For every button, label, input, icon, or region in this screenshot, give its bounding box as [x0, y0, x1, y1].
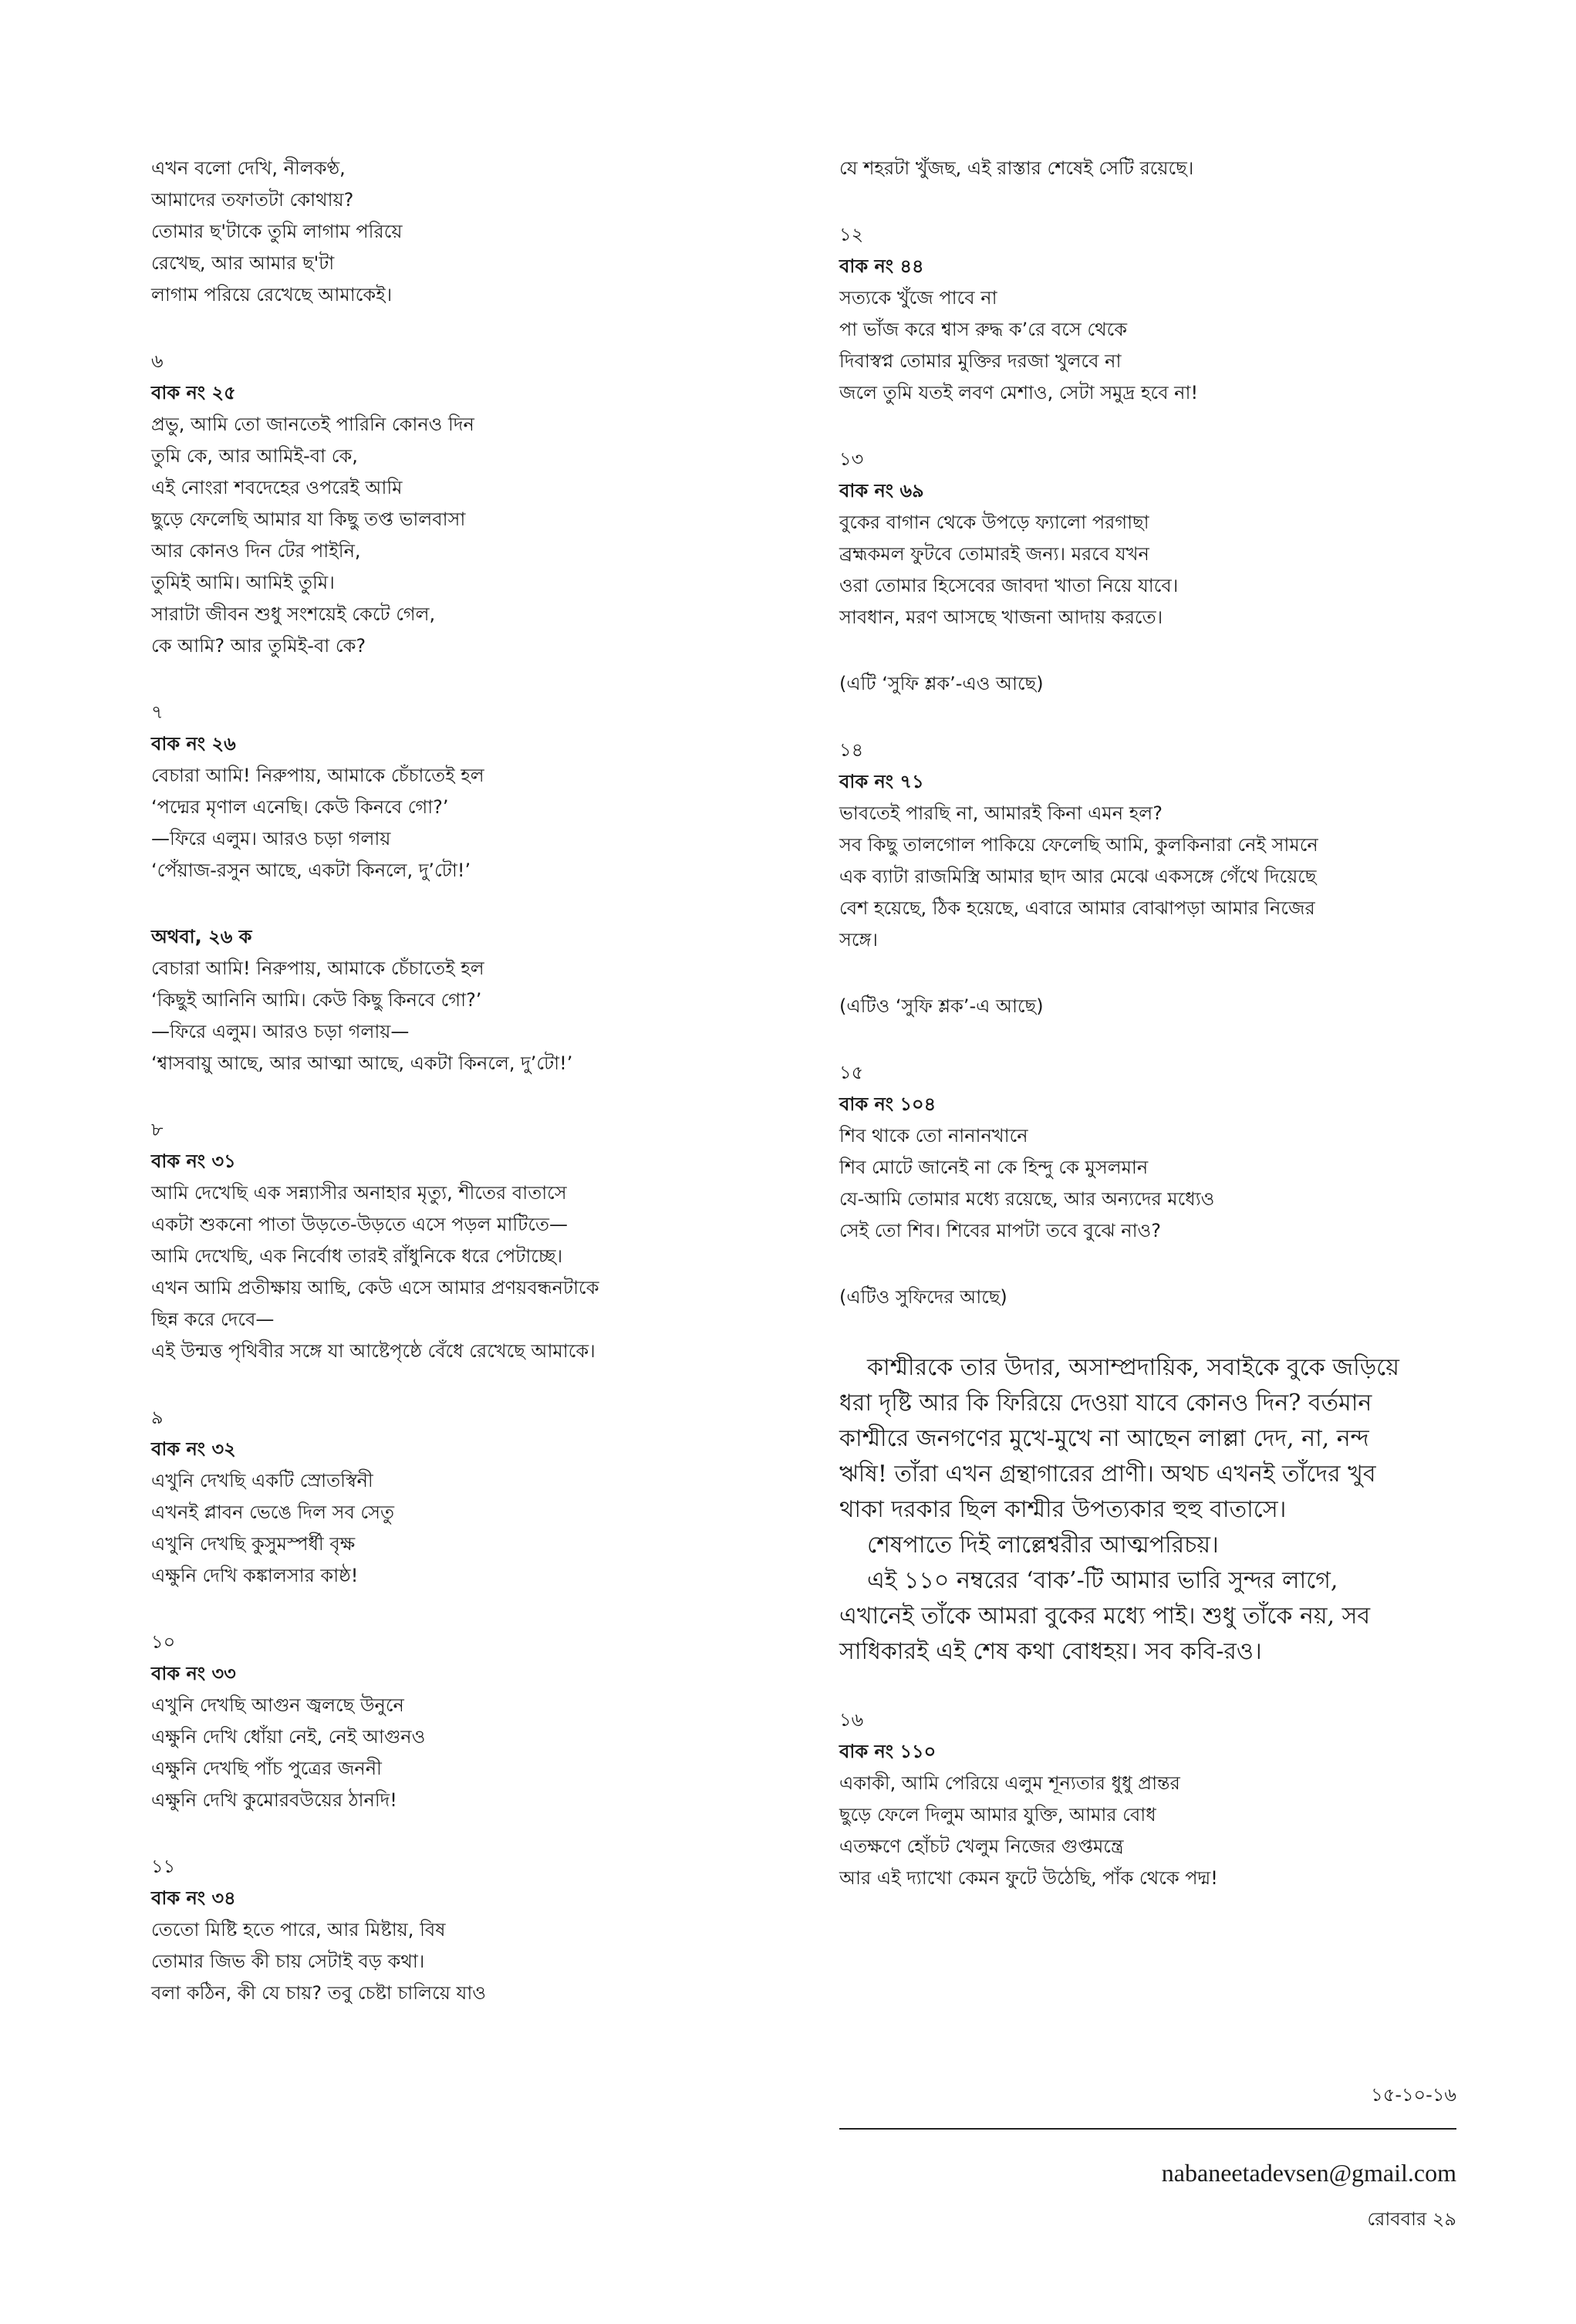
verse-line: বলা কঠিন, কী যে চায়? তবু চেষ্টা চালিয়ে যাও — [151, 1982, 486, 2004]
intro-line — [839, 153, 1456, 184]
verse-line: ভাবতেই পারছি না, আমারই কিনা এমন হল? — [839, 802, 1163, 824]
verse-line: প্রভু, আমি তো জানতেই পারিনি কোনও দিন — [151, 414, 474, 435]
commentary-line: ঋষি! তাঁরা এখন গ্রন্থাগারের প্রাণী। অথচ এখনই তাঁদের খুব — [839, 1461, 1376, 1488]
section-13 — [839, 444, 1456, 700]
verse-line: বেচারা আমি! নিরুপায়, আমাকে চেঁচাতেই হল — [151, 958, 484, 979]
commentary-line: এই ১১০ নম্বরের ‘বাক’-টি আমার ভারি সুন্দর লাগে, — [867, 1567, 1338, 1594]
source-note: (এটিও সুফিদের আছে) — [839, 1286, 1007, 1308]
commentary-paragraph — [839, 1350, 1456, 1670]
verse-line: তেতো মিষ্টি হতে পারে, আর মিষ্টায়, বিষ — [151, 1919, 446, 1941]
verse-line: আমাদের তফাতটা কোথায়? — [151, 189, 354, 211]
verse-lines — [151, 760, 791, 887]
verse-lines — [839, 798, 1456, 956]
verse-line: লাগাম পরিয়ে রেখেছে আমাকেই। — [151, 284, 393, 306]
verse-lines — [839, 507, 1456, 633]
section-number: ৬ — [151, 350, 164, 372]
commentary-line: থাকা দরকার ছিল কাশ্মীর উপত্যকার হুহু বাতাসে। — [839, 1496, 1287, 1523]
verse-line: একাকী, আমি পেরিয়ে এলুম শূন্যতার ধুধু প্রান্তর — [839, 1772, 1180, 1794]
section-heading: বাক নং ১১০ — [839, 1741, 936, 1762]
verse-line: শিব থাকে তো নানানখানে — [839, 1125, 1028, 1147]
verse-line: এখনই প্লাবন ভেঙে দিল সব সেতু — [151, 1501, 395, 1523]
section-heading: বাক নং ২৫ — [151, 382, 236, 404]
verse-line: ‘পদ্মের মৃণাল এনেছি। কেউ কিনবে গো?’ — [151, 796, 449, 818]
verse-line: সত্যকে খুঁজে পাবে না — [839, 287, 997, 309]
footer-divider — [839, 2128, 1456, 2130]
verse-line: শিব মোটে জানেই না কে হিন্দু কে মুসলমান — [839, 1157, 1149, 1178]
section-heading: বাক নং ৭১ — [839, 771, 924, 792]
verse-line: একটা শুকনো পাতা উড়তে-উড়তে এসে পড়ল মাটিতে— — [151, 1214, 569, 1235]
section-heading: বাক নং ৩৪ — [151, 1887, 236, 1909]
verse-line: তোমার জিভ কী চায় সেটাই বড় কথা। — [151, 1951, 425, 1972]
verse-line: আর কোনও দিন টের পাইনি, — [151, 540, 361, 562]
intro-stanza — [151, 153, 791, 311]
verse-line: জলে তুমি যতই লবণ মেশাও, সেটা সমুদ্র হবে না! — [839, 382, 1199, 404]
verse-line: বুকের বাগান থেকে উপড়ে ফ্যালো পরগাছা — [839, 512, 1149, 533]
commentary-line: কাশ্মীরে জনগণের মুখে-মুখে না আছেন লাল্লা দেদ, না, নন্দ — [839, 1425, 1369, 1452]
verse-line: ‘শ্বাসবায়ু আছে, আর আত্মা আছে, একটা কিনলে, দু’টো!’ — [151, 1052, 573, 1074]
verse-line: রেখেছ, আর আমার ছ'টা — [151, 252, 335, 274]
section-11 — [151, 1851, 791, 2009]
verse-line: তুমি কে, আর আমিই-বা কে, — [151, 445, 358, 467]
verse-line: ছুড়ে ফেলে দিলুম আমার যুক্তি, আমার বোধ — [839, 1804, 1156, 1826]
verse-line: সাবধান, মরণ আসছে খাজনা আদায় করতে। — [839, 606, 1163, 628]
verse-lines — [151, 1177, 791, 1367]
verse-line: ‘পেঁয়াজ-রসুন আছে, একটা কিনলে, দু’টো!’ — [151, 860, 471, 881]
section-number: ১৬ — [839, 1709, 864, 1731]
section-7a — [151, 921, 791, 1079]
verse-line: —ফিরে এলুম। আরও চড়া গলায়— — [151, 1021, 410, 1042]
section-10 — [151, 1626, 791, 1816]
section-heading: বাক নং ৩১ — [151, 1150, 236, 1172]
verse-line: দিবাস্বপ্ন তোমার মুক্তির দরজা খুলবে না — [839, 350, 1122, 372]
verse-line: এক্ষুনি দেখি কঙ্কালসার কাষ্ঠ! — [151, 1565, 359, 1586]
verse-line: আমি দেখেছি, এক নির্বোধ তারই রাঁধুনিকে ধরে পেটাচ্ছে। — [151, 1245, 563, 1267]
verse-line: এক্ষুনি দেখি ধোঁয়া নেই, নেই আগুনও — [151, 1726, 426, 1748]
verse-line: এখুনি দেখছি একটি স্রোতস্বিনী — [151, 1470, 373, 1491]
verse-line: এখুনি দেখছি কুসুমস্পর্ধী বৃক্ষ — [151, 1533, 356, 1555]
right-column — [839, 153, 1456, 1894]
section-number: ১৪ — [839, 739, 864, 761]
verse-line: —ফিরে এলুম। আরও চড়া গলায় — [151, 828, 391, 850]
source-note: (এটিও ‘সুফি শ্লক’-এ আছে) — [839, 995, 1044, 1017]
section-number: ৮ — [151, 1119, 164, 1140]
verse-line: সঙ্গে। — [839, 929, 878, 951]
section-heading: বাক নং ৬৯ — [839, 480, 924, 502]
verse-lines — [151, 1465, 791, 1592]
section-heading: বাক নং ২৬ — [151, 733, 236, 755]
verse-lines — [151, 1914, 791, 2009]
section-number: ১১ — [151, 1856, 176, 1877]
verse-line: সারাটা জীবন শুধু সংশয়েই কেটে গেল, — [151, 603, 436, 625]
verse-line: ছুড়ে ফেলেছি আমার যা কিছু তপ্ত ভালবাসা — [151, 508, 466, 530]
section-heading: বাক নং ৩২ — [151, 1438, 236, 1460]
verse-line: এক ব্যাটা রাজমিস্ত্রি আমার ছাদ আর মেঝে একসঙ্গে গেঁথে দিয়েছে — [839, 866, 1317, 887]
section-number: ১৫ — [839, 1062, 864, 1083]
commentary-line: কাশ্মীরকে তার উদার, অসাম্প্রদায়িক, সবাইকে বুকে জড়িয়ে — [867, 1354, 1399, 1381]
section-heading: বাক নং ১০৪ — [839, 1093, 936, 1115]
source-note: (এটি ‘সুফি শ্লক’-এও আছে) — [839, 673, 1044, 694]
verse-line: তুমিই আমি। আমিই তুমি। — [151, 572, 335, 593]
section-16 — [839, 1704, 1456, 1894]
section-heading: বাক নং ৪৪ — [839, 255, 924, 277]
commentary-line: সাধিকারই এই শেষ কথা বোধহয়। সব কবি-রও। — [839, 1638, 1262, 1665]
verse-lines — [839, 282, 1456, 409]
verse-line: সেই তো শিব। শিবের মাপটা তবে বুঝে নাও? — [839, 1220, 1161, 1241]
verse-line: ‘কিছুই আনিনি আমি। কেউ কিছু কিনবে গো?’ — [151, 989, 482, 1011]
verse-line: এই উন্মত্ত পৃথিবীর সঙ্গে যা আষ্টেপৃষ্ঠে বেঁধে রেখেছে আমাকে। — [151, 1340, 596, 1362]
verse-line: পা ভাঁজ করে শ্বাস রুদ্ধ ক’রে বসে থেকে — [839, 319, 1128, 340]
section-number: ১০ — [151, 1631, 176, 1653]
section-number: ১৩ — [839, 448, 864, 470]
section-heading: অথবা, ২৬ ক — [151, 926, 252, 948]
verse-lines — [151, 1690, 791, 1816]
verse-line: এই নোংরা শবদেহের ওপরেই আমি — [151, 477, 403, 498]
verse-line: যে-আমি তোমার মধ্যে রয়েছে, আর অন্যদের মধ্যেও — [839, 1188, 1215, 1210]
verse-line: তোমার ছ'টাকে তুমি লাগাম পরিয়ে — [151, 221, 403, 242]
verse-line: এখন বলো দেখি, নীলকণ্ঠ, — [151, 157, 346, 179]
verse-lines — [839, 1120, 1456, 1247]
verse-line: বেশ হয়েছে, ঠিক হয়েছে, এবারে আমার বোঝাপড়া আমার নিজের — [839, 897, 1315, 919]
section-12 — [839, 219, 1456, 409]
date-stamp: ১৫-১০-১৬ — [1371, 2084, 1456, 2106]
commentary-line: এখানেই তাঁকে আমরা বুকের মধ্যে পাই। শুধু তাঁকে নয়, সব — [839, 1603, 1371, 1630]
verse-line: যে শহরটা খুঁজছ, এই রাস্তার শেষেই সেটি রয়েছে। — [839, 157, 1194, 179]
verse-line: আমি দেখেছি এক সন্ন্যাসীর অনাহার মৃত্যু, শীতের বাতাসে — [151, 1182, 567, 1204]
section-6 — [151, 346, 791, 662]
section-8 — [151, 1114, 791, 1367]
commentary-line: ধরা দৃষ্টি আর কি ফিরিয়ে দেওয়া যাবে কোনও দিন? বর্তমান — [839, 1390, 1372, 1417]
left-column — [151, 153, 791, 2009]
verse-lines — [839, 1768, 1456, 1894]
verse-line: এক্ষুনি দেখি কুমোরবউয়ের ঠানদি! — [151, 1789, 397, 1811]
page-folio: রোববার ২৯ — [1367, 2208, 1456, 2230]
section-number: ১২ — [839, 224, 864, 245]
section-number: ৯ — [151, 1407, 164, 1428]
verse-line: এখন আমি প্রতীক্ষায় আছি, কেউ এসে আমার প্রণয়বন্ধনটাকে — [151, 1277, 599, 1299]
verse-line: বেচারা আমি! নিরুপায়, আমাকে চেঁচাতেই হল — [151, 765, 484, 786]
verse-lines — [151, 409, 791, 662]
author-email: nabaneetadevsen@gmail.com — [1161, 2159, 1456, 2187]
section-15 — [839, 1057, 1456, 1313]
section-7 — [151, 697, 791, 887]
verse-line: ছিন্ন করে দেবে— — [151, 1309, 275, 1330]
verse-line: এতক্ষণে হোঁচট খেলুম নিজের গুপ্তমন্ত্রে — [839, 1836, 1124, 1857]
verse-lines — [151, 953, 791, 1079]
verse-line: এক্ষুনি দেখছি পাঁচ পুত্রের জননী — [151, 1758, 382, 1779]
verse-line: এখুনি দেখছি আগুন জ্বলছে উনুনে — [151, 1694, 404, 1716]
verse-line: ব্রহ্মকমল ফুটবে তোমারই জন্য। মরবে যখন — [839, 543, 1149, 565]
verse-line: আর এই দ্যাখো কেমন ফুটে উঠেছি, পাঁক থেকে পদ্ম! — [839, 1867, 1218, 1889]
verse-line: ওরা তোমার হিসেবের জাবদা খাতা নিয়ে যাবে। — [839, 575, 1179, 596]
section-14 — [839, 735, 1456, 1022]
section-heading: বাক নং ৩৩ — [151, 1663, 236, 1684]
verse-line: কে আমি? আর তুমিই-বা কে? — [151, 635, 366, 657]
section-number: ৭ — [151, 701, 164, 723]
section-9 — [151, 1402, 791, 1592]
verse-line: সব কিছু তালগোল পাকিয়ে ফেলেছি আমি, কুলকিনারা নেই সামনে — [839, 834, 1318, 856]
commentary-line: শেষপাতে দিই লাল্লেশ্বরীর আত্মপরিচয়। — [867, 1532, 1219, 1559]
